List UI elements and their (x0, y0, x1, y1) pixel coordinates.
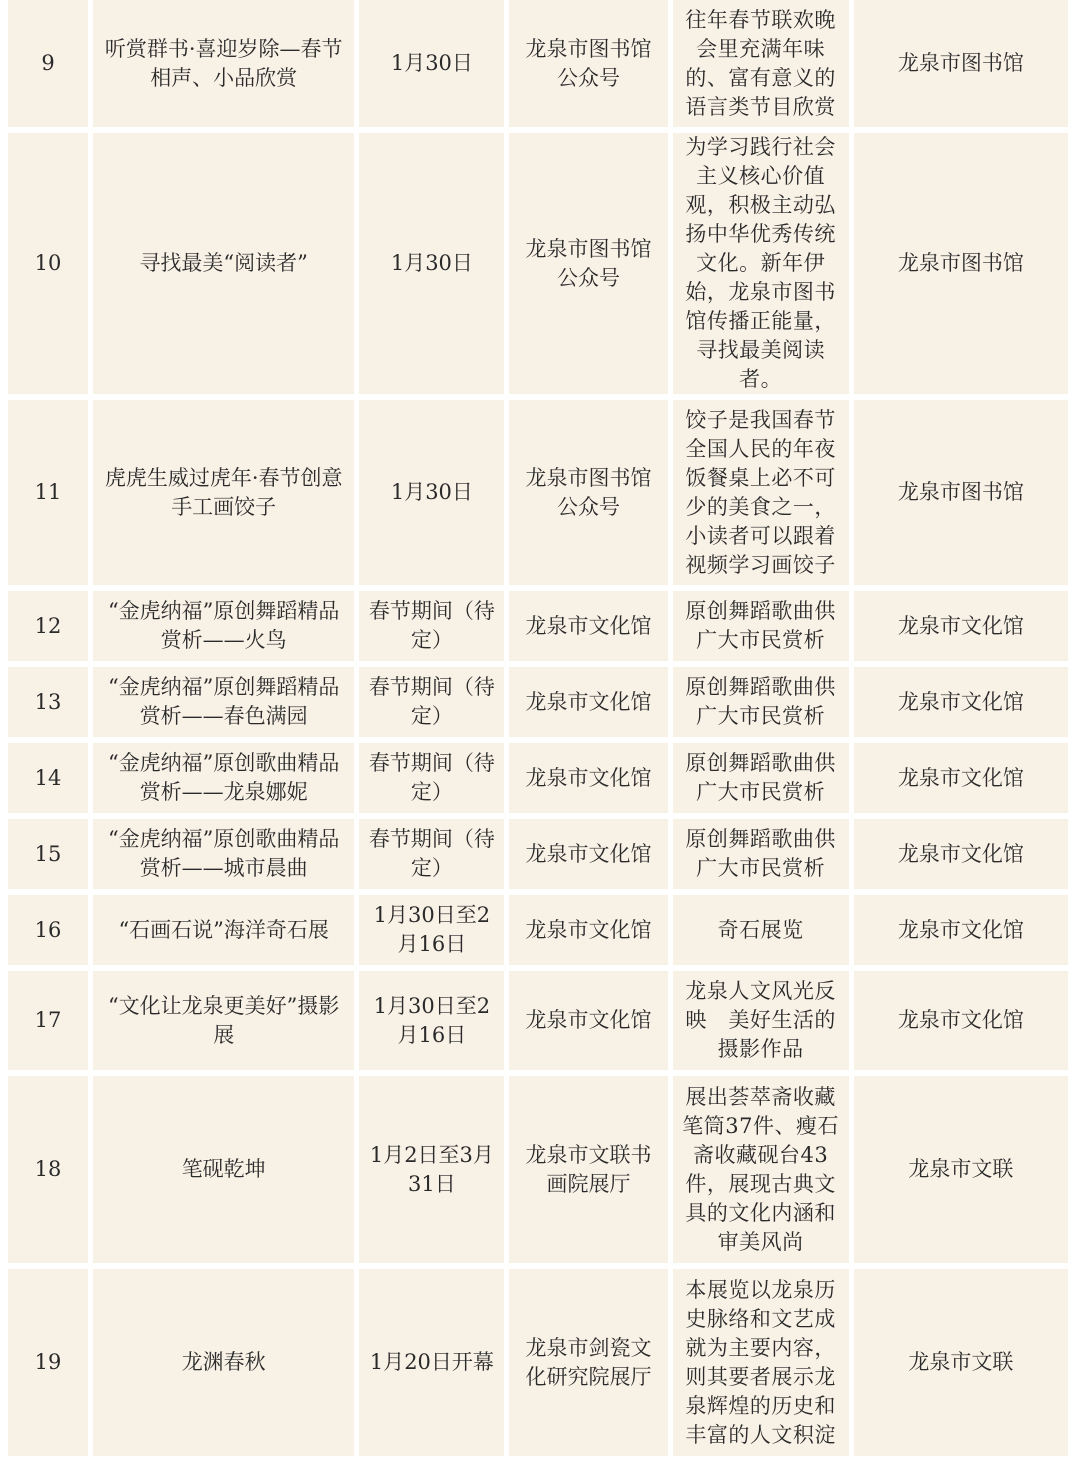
table-row (8, 667, 1068, 737)
event-name: 寻找最美“阅读者” (93, 133, 354, 394)
event-date: 春节期间（待定） (359, 591, 504, 661)
event-venue: 龙泉市文化馆 (509, 743, 667, 813)
event-organizer: 龙泉市文化馆 (854, 971, 1068, 1070)
event-venue: 龙泉市剑瓷文化研究院展厅 (509, 1269, 667, 1456)
row-number: 19 (8, 1269, 88, 1456)
event-venue: 龙泉市文化馆 (509, 895, 667, 965)
event-name: 笔砚乾坤 (93, 1076, 354, 1263)
table-row (8, 895, 1068, 965)
event-description: 本展览以龙泉历史脉络和文艺成就为主要内容，则其要者展示龙泉辉煌的历史和丰富的人文积淀 (673, 1269, 849, 1456)
event-venue: 龙泉市文化馆 (509, 667, 667, 737)
event-date: 1月30日 (359, 0, 504, 127)
row-number: 15 (8, 819, 88, 889)
event-name: “金虎纳福”原创舞蹈精品赏析——火鸟 (93, 591, 354, 661)
event-organizer: 龙泉市图书馆 (854, 133, 1068, 394)
event-description: 原创舞蹈歌曲供广大市民赏析 (673, 667, 849, 737)
row-number: 16 (8, 895, 88, 965)
row-number: 11 (8, 400, 88, 585)
table-row (8, 819, 1068, 889)
event-date: 春节期间（待定） (359, 667, 504, 737)
event-venue: 龙泉市图书馆公众号 (509, 133, 667, 394)
event-name: “金虎纳福”原创歌曲精品赏析——龙泉娜妮 (93, 743, 354, 813)
row-number: 10 (8, 133, 88, 394)
event-description: 展出荟萃斋收藏笔筒37件、瘦石斋收藏砚台43件，展现古典文具的文化内涵和审美风尚 (673, 1076, 849, 1263)
table-row (8, 591, 1068, 661)
event-venue: 龙泉市文化馆 (509, 819, 667, 889)
event-organizer: 龙泉市文化馆 (854, 895, 1068, 965)
table-row (8, 1076, 1068, 1263)
event-description: 龙泉人文风光反映 美好生活的摄影作品 (673, 971, 849, 1070)
event-description: 原创舞蹈歌曲供广大市民赏析 (673, 591, 849, 661)
event-date: 春节期间（待定） (359, 743, 504, 813)
event-name: “金虎纳福”原创歌曲精品赏析——城市晨曲 (93, 819, 354, 889)
events-table (3, 0, 1073, 1462)
event-organizer: 龙泉市图书馆 (854, 400, 1068, 585)
event-organizer: 龙泉市文化馆 (854, 667, 1068, 737)
event-date: 春节期间（待定） (359, 819, 504, 889)
event-organizer: 龙泉市文化馆 (854, 819, 1068, 889)
event-description: 往年春节联欢晚会里充满年味的、富有意义的语言类节目欣赏 (673, 0, 849, 127)
event-date: 1月30日 (359, 400, 504, 585)
event-date: 1月20日开幕 (359, 1269, 504, 1456)
table-row (8, 971, 1068, 1070)
event-name: “金虎纳福”原创舞蹈精品赏析——春色满园 (93, 667, 354, 737)
event-date: 1月2日至3月31日 (359, 1076, 504, 1263)
table-row (8, 0, 1068, 127)
event-description: 为学习践行社会主义核心价值观，积极主动弘扬中华优秀传统文化。新年伊始，龙泉市图书馆传播正能量，寻找最美阅读者。 (673, 133, 849, 394)
table-row (8, 743, 1068, 813)
event-date: 1月30日至2月16日 (359, 971, 504, 1070)
event-name: “文化让龙泉更美好”摄影展 (93, 971, 354, 1070)
event-description: 原创舞蹈歌曲供广大市民赏析 (673, 743, 849, 813)
row-number: 17 (8, 971, 88, 1070)
event-name: 龙渊春秋 (93, 1269, 354, 1456)
event-venue: 龙泉市文联书画院展厅 (509, 1076, 667, 1263)
event-organizer: 龙泉市文化馆 (854, 743, 1068, 813)
row-number: 18 (8, 1076, 88, 1263)
table-row (8, 133, 1068, 394)
event-organizer: 龙泉市文化馆 (854, 591, 1068, 661)
event-venue: 龙泉市图书馆公众号 (509, 400, 667, 585)
table-row (8, 400, 1068, 585)
event-organizer: 龙泉市文联 (854, 1269, 1068, 1456)
event-venue: 龙泉市文化馆 (509, 971, 667, 1070)
event-venue: 龙泉市文化馆 (509, 591, 667, 661)
row-number: 13 (8, 667, 88, 737)
event-description: 奇石展览 (673, 895, 849, 965)
table-row (8, 1269, 1068, 1456)
event-description: 饺子是我国春节全国人民的年夜饭餐桌上必不可少的美食之一，小读者可以跟着视频学习画饺子 (673, 400, 849, 585)
event-name: 听赏群书·喜迎岁除—春节相声、小品欣赏 (93, 0, 354, 127)
event-name: “石画石说”海洋奇石展 (93, 895, 354, 965)
row-number: 9 (8, 0, 88, 127)
event-organizer: 龙泉市文联 (854, 1076, 1068, 1263)
event-name: 虎虎生威过虎年·春节创意手工画饺子 (93, 400, 354, 585)
event-organizer: 龙泉市图书馆 (854, 0, 1068, 127)
event-date: 1月30日 (359, 133, 504, 394)
row-number: 14 (8, 743, 88, 813)
row-number: 12 (8, 591, 88, 661)
event-date: 1月30日至2月16日 (359, 895, 504, 965)
event-description: 原创舞蹈歌曲供广大市民赏析 (673, 819, 849, 889)
event-venue: 龙泉市图书馆公众号 (509, 0, 667, 127)
